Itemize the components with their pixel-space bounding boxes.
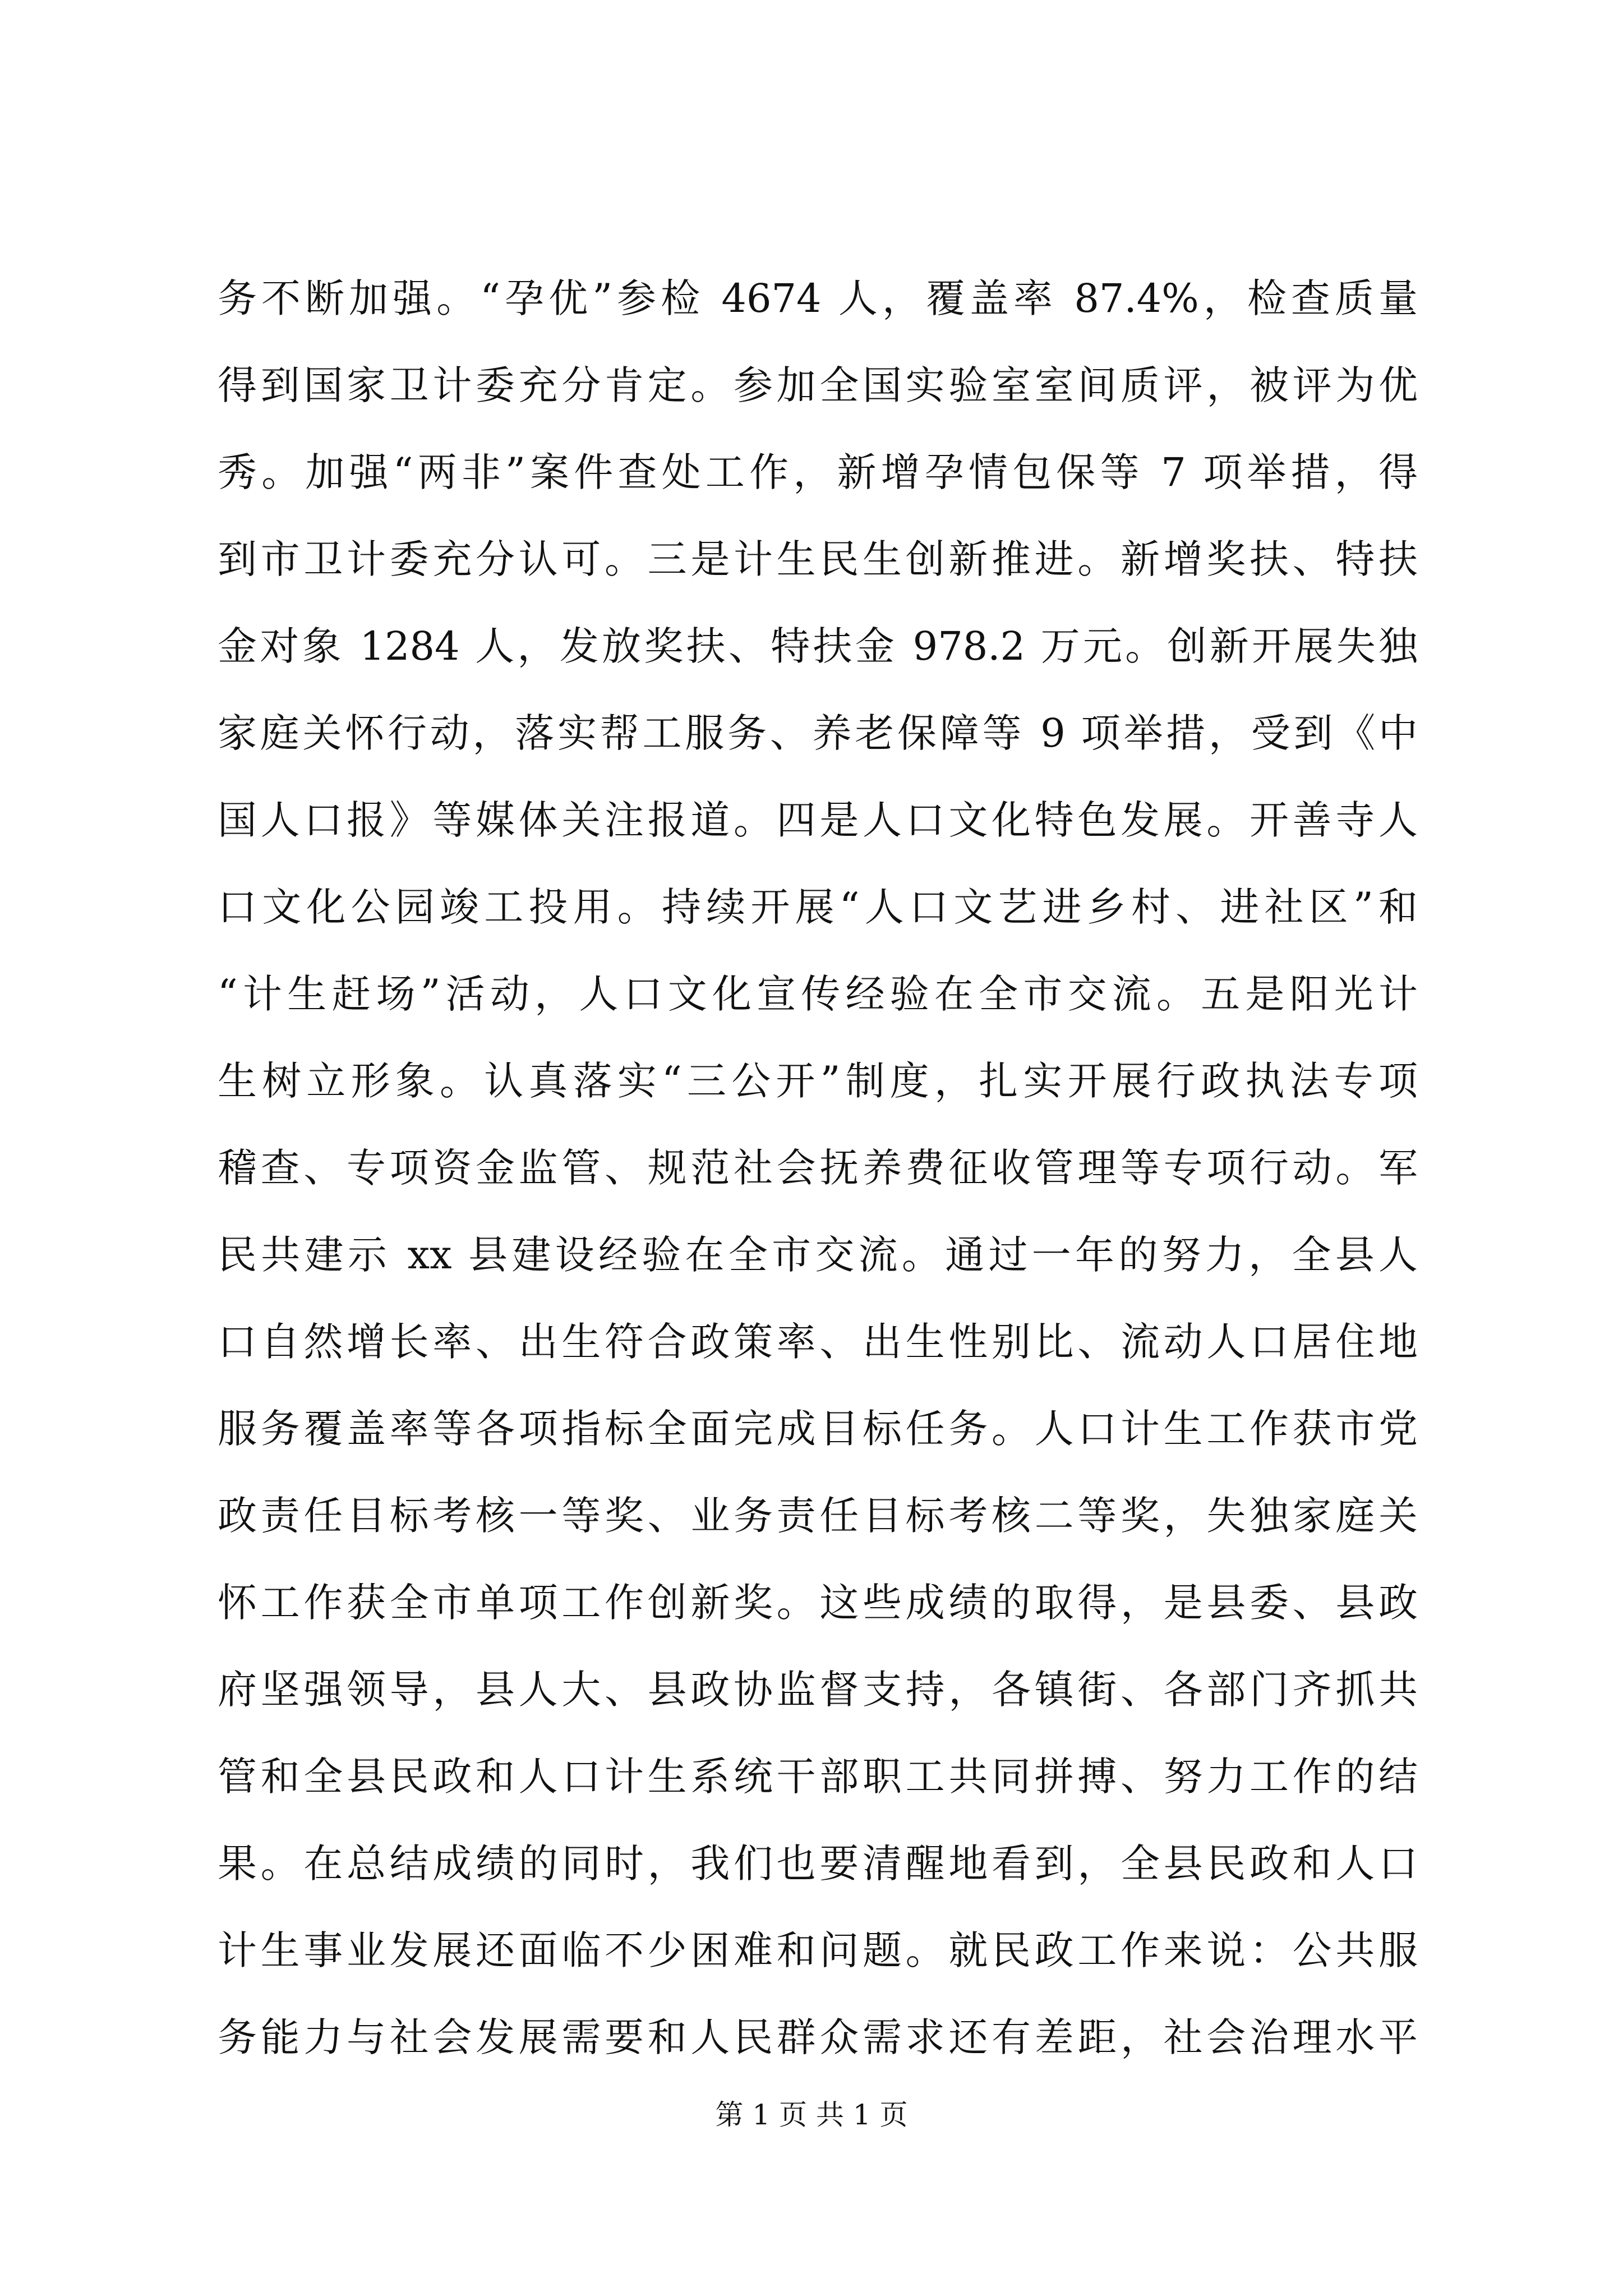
text-line: 民共建示 xx 县建设经验在全市交流。通过一年的努力，全县人 <box>218 1232 1418 1278</box>
text-line: 稽查、专项资金监管、规范社会抚养费征收管理等专项行动。军 <box>218 1145 1418 1191</box>
text-line: 政责任目标考核一等奖、业务责任目标考核二等奖，失独家庭关 <box>218 1493 1418 1539</box>
text-line: 得到国家卫计委充分肯定。参加全国实验室室间质评，被评为优 <box>218 362 1418 408</box>
text-line: 到市卫计委充分认可。三是计生民生创新推进。新增奖扶、特扶 <box>218 536 1418 582</box>
text-line: 服务覆盖率等各项指标全面完成目标任务。人口计生工作获市党 <box>218 1406 1418 1452</box>
text-line: 生树立形象。认真落实“三公开”制度，扎实开展行政执法专项 <box>218 1058 1418 1104</box>
text-line: 国人口报》等媒体关注报道。四是人口文化特色发展。开善寺人 <box>218 797 1418 843</box>
text-line: “计生赶场”活动，人口文化宣传经验在全市交流。五是阳光计 <box>218 971 1418 1017</box>
text-line: 务能力与社会发展需要和人民群众需求还有差距，社会治理水平 <box>218 2014 1418 2060</box>
text-line: 秀。加强“两非”案件查处工作，新增孕情包保等 7 项举措，得 <box>218 449 1418 495</box>
body-text <box>218 255 1418 2081</box>
text-line: 务不断加强。“孕优”参检 4674 人，覆盖率 87.4%，检查质量 <box>218 275 1418 321</box>
text-line: 管和全县民政和人口计生系统干部职工共同拼搏、努力工作的结 <box>218 1754 1418 1800</box>
text-line: 府坚强领导，县人大、县政协监督支持，各镇街、各部门齐抓共 <box>218 1667 1418 1713</box>
text-line: 家庭关怀行动，落实帮工服务、养老保障等 9 项举措，受到《中 <box>218 710 1418 756</box>
page-footer: 第 1 页 共 1 页 <box>715 2099 908 2131</box>
text-line: 果。在总结成绩的同时，我们也要清醒地看到，全县民政和人口 <box>218 1841 1418 1887</box>
text-line: 怀工作获全市单项工作创新奖。这些成绩的取得，是县委、县政 <box>218 1580 1418 1626</box>
text-line: 计生事业发展还面临不少困难和问题。就民政工作来说：公共服 <box>218 1927 1418 1973</box>
text-line: 口自然增长率、出生符合政策率、出生性别比、流动人口居住地 <box>218 1319 1418 1365</box>
text-line: 口文化公园竣工投用。持续开展“人口文艺进乡村、进社区”和 <box>218 884 1418 930</box>
text-line: 金对象 1284 人，发放奖扶、特扶金 978.2 万元。创新开展失独 <box>218 623 1418 669</box>
